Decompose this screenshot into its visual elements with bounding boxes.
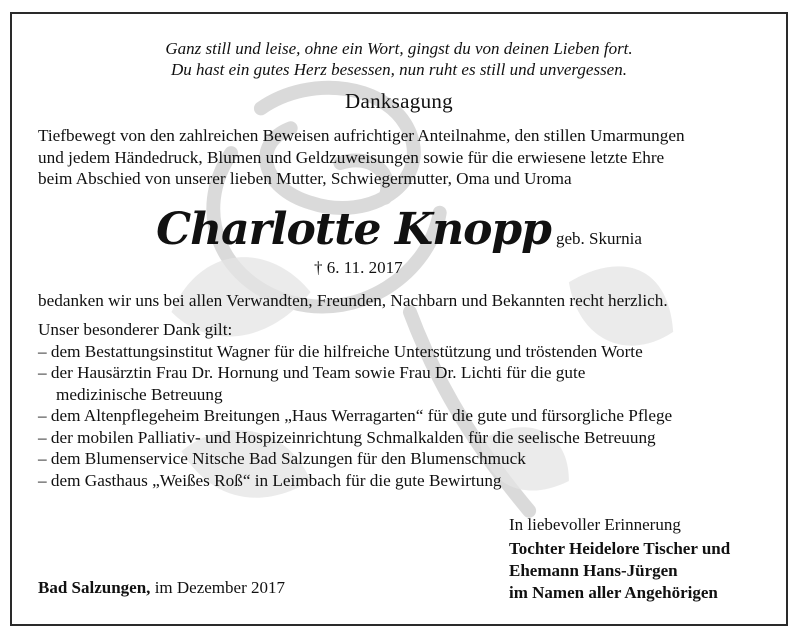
special-thanks-list — [38, 341, 672, 492]
death-date: † 6. 11. 2017 — [314, 258, 403, 277]
signer-line: Ehemann Hans-Jürgen — [509, 561, 678, 580]
place-date — [38, 578, 285, 598]
list-item: – dem Gasthaus „Weißes Roß“ in Leimbach für die gute Bewirtung — [38, 470, 502, 490]
place-month: im Dezember 2017 — [154, 578, 285, 597]
obituary-card — [10, 12, 788, 626]
obituary-content — [12, 14, 786, 624]
intro-line: Tiefbewegt von den zahlreichen Beweisen aufrichtiger Anteilnahme, den stillen Umarmungen — [38, 126, 685, 145]
deceased-name: Charlotte Knopp — [156, 204, 551, 255]
page-title: Danksagung — [345, 89, 453, 113]
maiden-name: geb. Skurnia — [555, 229, 642, 248]
list-item-continuation: medizinische Betreuung — [56, 384, 223, 404]
poem — [12, 38, 786, 80]
signer-line: Tochter Heidelore Tischer und — [509, 539, 731, 558]
intro-line: beim Abschied von unserer lieben Mutter, Schwiegermutter, Oma und Uroma — [38, 169, 572, 188]
intro-text — [38, 125, 685, 190]
deceased-name-block — [12, 204, 786, 255]
poem-line: Du hast ein gutes Herz besessen, nun ruht es still und unvergessen. — [171, 60, 627, 79]
signers — [509, 538, 730, 604]
list-item: – dem Altenpflegeheim Breitungen „Haus Werragarten“ für die gute und fürsorgliche Pflege — [38, 406, 673, 425]
special-heading: Unser besonderer Dank gilt: — [38, 320, 233, 339]
list-item: – der Hausärztin Frau Dr. Hornung und Team sowie Frau Dr. Lichti für die gute — [38, 363, 586, 382]
signer-line: im Namen aller Angehörigen — [509, 583, 718, 602]
list-item: – der mobilen Palliativ- und Hospizeinrichtung Schmalkalden für die seelische Betreuung — [38, 427, 656, 447]
remembrance-line: In liebevoller Erinnerung — [509, 515, 681, 534]
intro-line: und jedem Händedruck, Blumen und Geldzuweisungen sowie für die erwiesene letzte Ehre — [38, 147, 665, 167]
poem-line: Ganz still und leise, ohne ein Wort, gingst du von deinen Lieben fort. — [165, 39, 633, 58]
place-city: Bad Salzungen, — [38, 578, 151, 597]
list-item: – dem Blumenservice Nitsche Bad Salzungen für den Blumenschmuck — [38, 449, 526, 468]
list-item: – dem Bestattungsinstitut Wagner für die hilfreiche Unterstützung und tröstenden Worte — [38, 341, 643, 361]
special-thanks — [38, 319, 672, 491]
closing-signature — [509, 514, 730, 604]
thanks-line: bedanken wir uns bei allen Verwandten, Freunden, Nachbarn und Bekannten recht herzlich. — [38, 291, 668, 310]
